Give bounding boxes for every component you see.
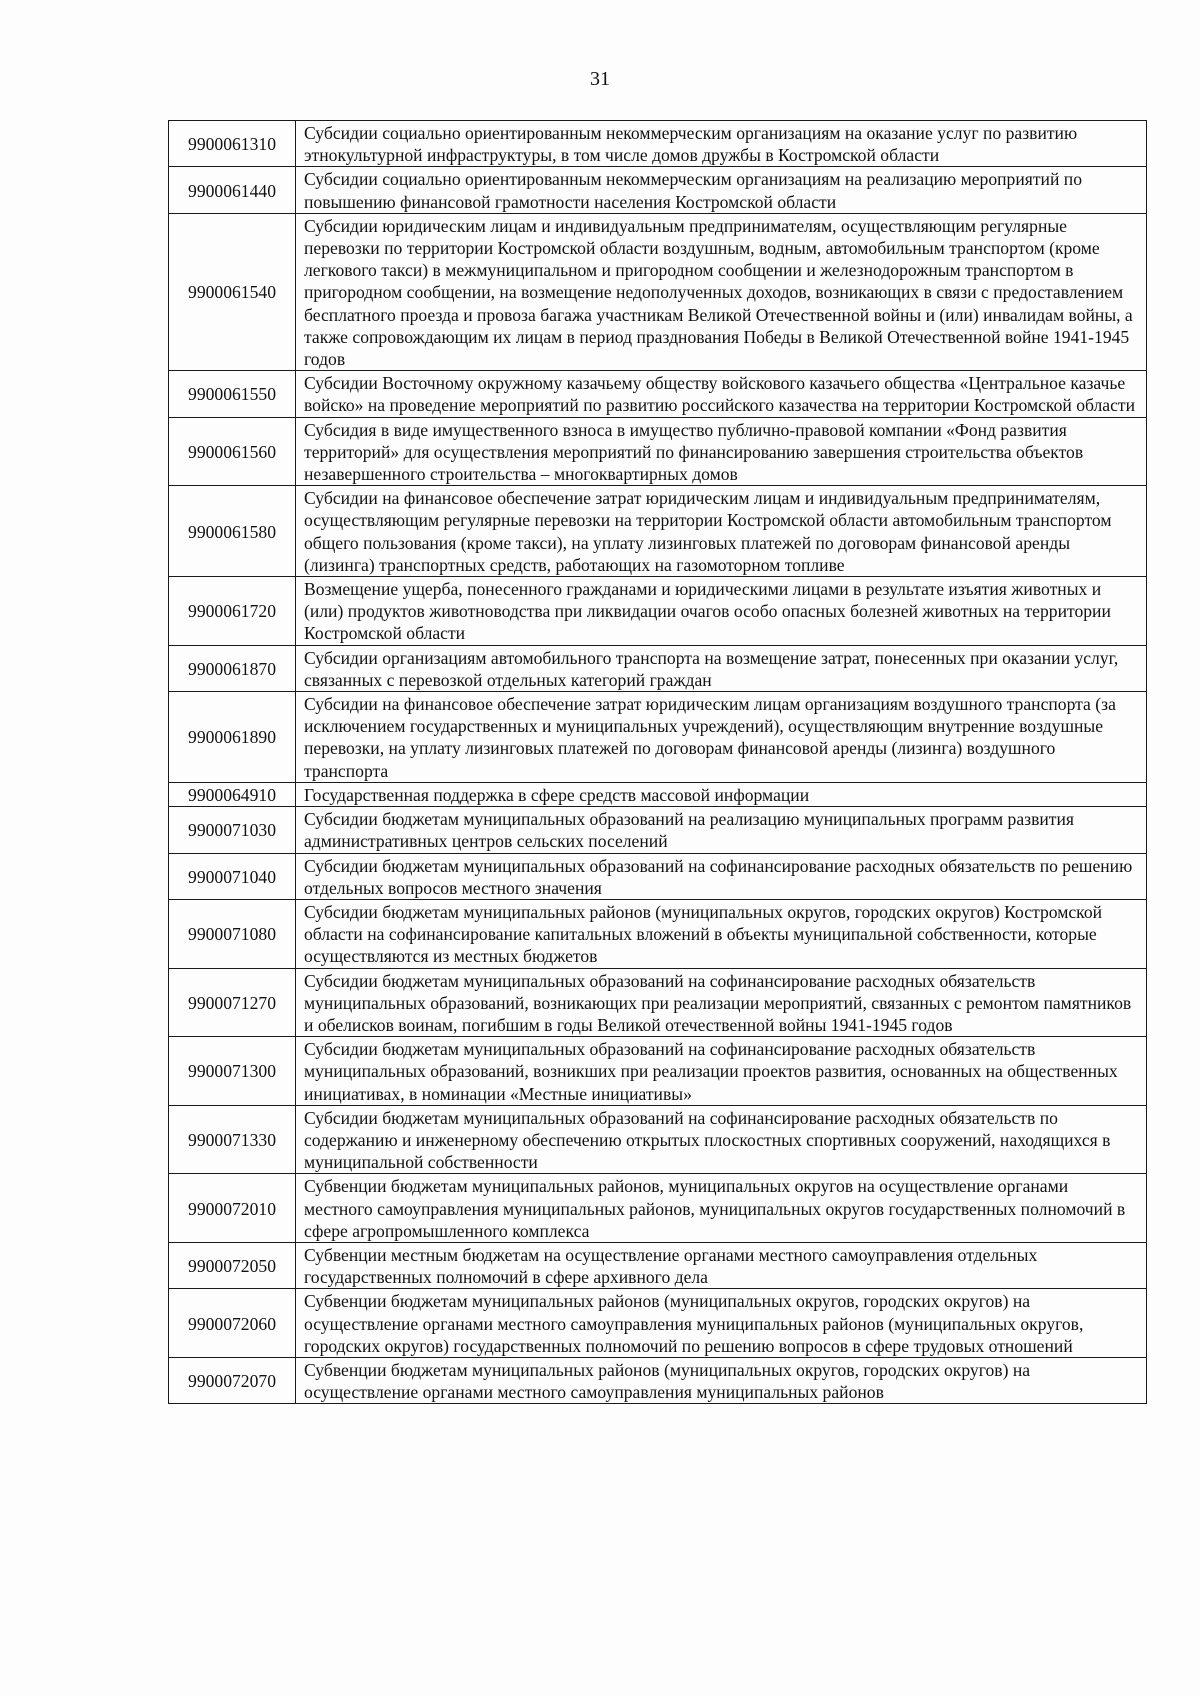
row-code: 9900071030: [169, 807, 296, 853]
row-code: 9900071040: [169, 853, 296, 899]
row-description: Субсидия в виде имущественного взноса в имущество публично-правовой компании «Фонд развития территорий» для осуществления мероприятий по финансированию завершения строительства объектов незавершенного строительства – многоквартирных домов: [296, 417, 1147, 486]
row-description: Субсидии социально ориентированным некоммерческим организациям на оказание услуг по развитию этнокультурной инфраструктуры, в том числе домов дружбы в Костромской области: [296, 121, 1147, 167]
table-row: [169, 1105, 1147, 1174]
row-code: 9900072050: [169, 1242, 296, 1288]
row-description: Субсидии бюджетам муниципальных образований на софинансирование расходных обязательств по решению отдельных вопросов местного значения: [296, 853, 1147, 899]
row-code: 9900072010: [169, 1174, 296, 1243]
row-code: 9900071080: [169, 899, 296, 968]
row-description: Субсидии бюджетам муниципальных образований на реализацию муниципальных программ развития административных центров сельских поселений: [296, 807, 1147, 853]
row-description: Субсидии на финансовое обеспечение затрат юридическим лицам организациям воздушного транспорта (за исключением государственных и муниципальных учреждений), осуществляющим внутренние воздушные перевозки, на уплату лизинговых платежей по договорам финансовой аренды (лизинга) воздушного транспорта: [296, 692, 1147, 783]
row-description: Субвенции бюджетам муниципальных районов (муниципальных округов, городских округов) на осуществление органами местного самоуправления муниципальных районов (муниципальных округов, городских округов) государственных полномочий по решению вопросов в сфере трудовых отношений: [296, 1289, 1147, 1358]
row-description: Субвенции бюджетам муниципальных районов (муниципальных округов, городских округов) на осуществление органами местного самоуправления муниципальных районов: [296, 1357, 1147, 1403]
row-code: 9900061580: [169, 486, 296, 577]
table-row: [169, 899, 1147, 968]
row-code: 9900061550: [169, 371, 296, 417]
table-body: [169, 121, 1147, 1404]
row-code: 9900071270: [169, 968, 296, 1037]
row-description: Субвенции местным бюджетам на осуществление органами местного самоуправления отдельных государственных полномочий в сфере архивного дела: [296, 1242, 1147, 1288]
row-description: Субсидии Восточному окружному казачьему обществу войскового казачьего общества «Центральное казачье войско» на проведение мероприятий по развитию российского казачества на территории Костромской области: [296, 371, 1147, 417]
row-description: Возмещение ущерба, понесенного гражданами и юридическими лицами в результате изъятия животных и (или) продуктов животноводства при ликвидации очагов особо опасных болезней животных на территории Костромской области: [296, 577, 1147, 646]
table-row: [169, 782, 1147, 806]
table-row: [169, 1357, 1147, 1403]
row-code: 9900061870: [169, 645, 296, 691]
row-code: 9900061540: [169, 213, 296, 370]
table-row: [169, 486, 1147, 577]
table-row: [169, 807, 1147, 853]
row-code: 9900061310: [169, 121, 296, 167]
table-row: [169, 167, 1147, 213]
table-row: [169, 1289, 1147, 1358]
table-row: [169, 645, 1147, 691]
table-row: [169, 577, 1147, 646]
row-description: Субсидии организациям автомобильного транспорта на возмещение затрат, понесенных при оказании услуг, связанных с перевозкой отдельных категорий граждан: [296, 645, 1147, 691]
row-code: 9900072060: [169, 1289, 296, 1358]
row-code: 9900061560: [169, 417, 296, 486]
row-code: 9900071330: [169, 1105, 296, 1174]
table-row: [169, 121, 1147, 167]
row-code: 9900061440: [169, 167, 296, 213]
table-row: [169, 417, 1147, 486]
table-row: [169, 692, 1147, 783]
budget-codes-table: [168, 120, 1147, 1404]
table-row: [169, 968, 1147, 1037]
page-number: 31: [590, 68, 610, 90]
row-code: 9900061890: [169, 692, 296, 783]
row-code: 9900071300: [169, 1037, 296, 1106]
row-code: 9900072070: [169, 1357, 296, 1403]
row-description: Субсидии юридическим лицам и индивидуальным предпринимателям, осуществляющим регулярные перевозки по территории Костромской области воздушным, водным, автомобильным транспортом (кроме легкового такси) в межмуниципальном и пригородном сообщении и железнодорожным транспортом в пригородном сообщении, на возмещение недополученных доходов, возникающих в связи с предоставлением бесплатного проезда и провоза багажа участникам Великой Отечественной войны и (или) инвалидам войны, а также сопровождающим их лицам в период празднования Победы в Великой Отечественной войне 1941-1945 годов: [296, 213, 1147, 370]
table-row: [169, 1037, 1147, 1106]
table-row: [169, 213, 1147, 370]
row-description: Субсидии бюджетам муниципальных районов (муниципальных округов, городских округов) Костромской области на софинансирование капитальных вложений в объекты муниципальной собственности, которые осуществляются из местных бюджетов: [296, 899, 1147, 968]
row-code: 9900064910: [169, 782, 296, 806]
row-description: Субсидии бюджетам муниципальных образований на софинансирование расходных обязательств муниципальных образований, возникающих при реализации мероприятий, связанных с ремонтом памятников и обелисков воинам, погибшим в годы Великой отечественной войны 1941-1945 годов: [296, 968, 1147, 1037]
row-description: Субвенции бюджетам муниципальных районов, муниципальных округов на осуществление органами местного самоуправления муниципальных районов, муниципальных округов государственных полномочий в сфере агропромышленного комплекса: [296, 1174, 1147, 1243]
row-code: 9900061720: [169, 577, 296, 646]
table-row: [169, 1174, 1147, 1243]
table-row: [169, 371, 1147, 417]
row-description: Субсидии бюджетам муниципальных образований на софинансирование расходных обязательств по содержанию и инженерному обеспечению открытых плоскостных спортивных сооружений, находящихся в муниципальной собственности: [296, 1105, 1147, 1174]
row-description: Субсидии на финансовое обеспечение затрат юридическим лицам и индивидуальным предпринимателям, осуществляющим регулярные перевозки на территории Костромской области автомобильным транспортом общего пользования (кроме такси), на уплату лизинговых платежей по договорам финансовой аренды (лизинга) транспортных средств, работающих на газомоторном топливе: [296, 486, 1147, 577]
row-description: Субсидии социально ориентированным некоммерческим организациям на реализацию мероприятий по повышению финансовой грамотности населения Костромской области: [296, 167, 1147, 213]
row-description: Субсидии бюджетам муниципальных образований на софинансирование расходных обязательств муниципальных образований, возникших при реализации проектов развития, основанных на общественных инициативах, в номинации «Местные инициативы»: [296, 1037, 1147, 1106]
table-row: [169, 853, 1147, 899]
row-description: Государственная поддержка в сфере средств массовой информации: [296, 782, 1147, 806]
table-row: [169, 1242, 1147, 1288]
